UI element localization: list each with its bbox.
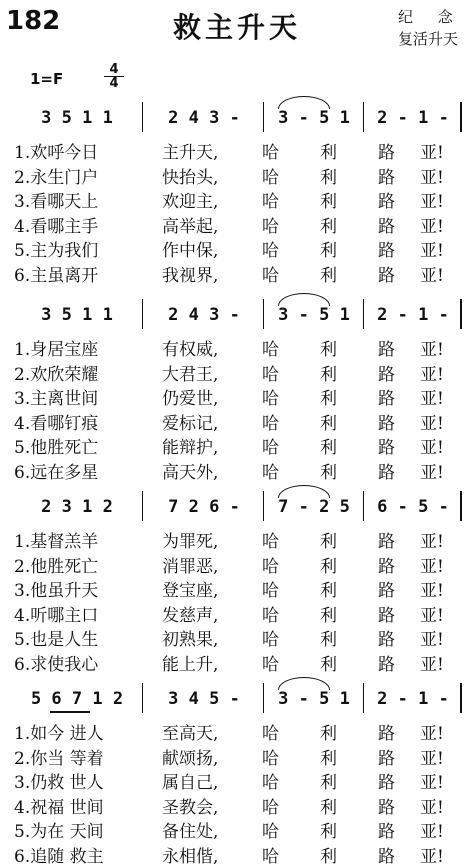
- lyric-verse-5-part-2: 作中保,: [162, 241, 219, 261]
- lyric-verse-5-part-5: 路: [378, 630, 395, 650]
- lyric-verse-1-part-3: 哈: [262, 532, 279, 552]
- lyric-verse-5-part-6: 亚!: [420, 241, 444, 261]
- hymn-title: 救主升天: [172, 11, 301, 44]
- lyric-verse-5-part-2: 备住处,: [162, 822, 219, 842]
- lyric-verse-2-part-4: 利: [320, 748, 337, 769]
- lyric-verse-2-part-4: 利: [320, 364, 337, 385]
- hymn-number: 182: [6, 6, 61, 36]
- lyric-verse-5-part-3: 哈: [262, 822, 279, 842]
- lyric-verse-3-part-6: 亚!: [420, 389, 444, 409]
- lyric-verse-4-part-1: 4.看哪主手: [14, 216, 99, 237]
- lyric-verse-3-part-2: 欢迎主,: [162, 192, 219, 212]
- lyric-verse-3-part-1: 3.看哪天上: [14, 192, 99, 212]
- measure-4: 2 - 1 -: [377, 305, 449, 325]
- lyric-verse-2-part-4: 利: [320, 167, 337, 188]
- lyric-verse-6-part-2: 高天外,: [162, 462, 219, 483]
- measure-2: 7 2 6 -: [168, 497, 240, 517]
- lyric-verse-3-part-6: 亚!: [420, 773, 444, 793]
- bar-line: [460, 299, 462, 329]
- lyric-verse-1-part-3: 哈: [262, 340, 279, 360]
- lyric-verse-3-part-5: 路: [378, 581, 395, 601]
- lyric-verse-4-part-1: 4.看哪钉痕: [14, 413, 99, 434]
- lyric-verse-1-part-4: 利: [320, 724, 337, 744]
- lyric-verse-1-part-1: 1.基督羔羊: [14, 532, 99, 552]
- lyric-verse-4-part-3: 哈: [262, 605, 279, 626]
- lyric-verse-5-part-6: 亚!: [420, 630, 444, 650]
- lyric-verse-2-part-1: 2.永生门户: [14, 167, 99, 188]
- lyric-verse-5-part-6: 亚!: [420, 822, 444, 842]
- bar-line: [363, 683, 364, 713]
- lyric-verse-5-part-4: 利: [320, 438, 337, 458]
- lyric-verse-1-part-5: 路: [378, 143, 395, 163]
- lyric-verse-1-part-3: 哈: [262, 724, 279, 744]
- lyric-verse-4-part-3: 哈: [262, 797, 279, 818]
- lyric-verse-5-part-2: 初熟果,: [162, 630, 219, 650]
- measure-3: 3 - 5 1: [278, 108, 350, 128]
- bar-line: [142, 683, 143, 713]
- lyric-verse-4-part-5: 路: [378, 413, 395, 434]
- lyric-verse-6-part-6: 亚!: [420, 654, 444, 675]
- lyric-verse-1-part-4: 利: [320, 143, 337, 163]
- bar-line: [263, 299, 264, 329]
- lyric-verse-2-part-6: 亚!: [420, 556, 444, 577]
- lyric-verse-5-part-1: 5.主为我们: [14, 241, 99, 261]
- lyric-verse-1-part-6: 亚!: [420, 532, 444, 552]
- lyric-verse-5-part-5: 路: [378, 241, 395, 261]
- bar-line: [363, 491, 364, 521]
- lyric-verse-4-part-6: 亚!: [420, 797, 444, 818]
- lyric-verse-1-part-2: 主升天,: [162, 143, 219, 163]
- lyric-verse-1-part-4: 利: [320, 532, 337, 552]
- lyric-verse-4-part-5: 路: [378, 797, 395, 818]
- lyric-verse-2-part-5: 路: [378, 167, 395, 188]
- bar-line: [263, 102, 264, 132]
- measure-3: 3 - 5 1: [278, 305, 350, 325]
- lyric-verse-3-part-3: 哈: [262, 192, 279, 212]
- lyric-verse-1-part-5: 路: [378, 532, 395, 552]
- measure-1: 3 5 1 1: [41, 108, 113, 128]
- measure-4: 2 - 1 -: [377, 689, 449, 709]
- measure-2: 2 4 3 -: [168, 108, 240, 128]
- lyric-verse-6-part-4: 利: [320, 265, 337, 286]
- lyric-verse-2-part-5: 路: [378, 748, 395, 769]
- lyric-verse-5-part-3: 哈: [262, 630, 279, 650]
- lyric-verse-3-part-2: 仍爱世,: [162, 389, 219, 409]
- lyric-verse-2-part-2: 大君王,: [162, 364, 219, 385]
- lyric-verse-2-part-2: 快抬头,: [162, 167, 219, 188]
- lyric-verse-4-part-2: 高举起,: [162, 216, 219, 237]
- lyric-verse-3-part-4: 利: [320, 773, 337, 793]
- lyric-verse-3-part-2: 登宝座,: [162, 581, 219, 601]
- lyric-verse-4-part-6: 亚!: [420, 216, 444, 237]
- measure-1: 5 6 7 1 2: [30, 689, 124, 709]
- slur-mark: [278, 96, 330, 109]
- lyric-verse-1-part-1: 1.如今 进人: [14, 724, 104, 744]
- lyric-verse-4-part-5: 路: [378, 216, 395, 237]
- lyric-verse-5-part-1: 5.为在 天间: [14, 822, 104, 842]
- lyric-verse-6-part-5: 路: [378, 462, 395, 483]
- lyric-verse-4-part-1: 4.祝福 世间: [14, 797, 104, 818]
- lyric-verse-4-part-5: 路: [378, 605, 395, 626]
- lyric-verse-6-part-6: 亚!: [420, 462, 444, 483]
- hymn-subcategory: 复活升天: [398, 30, 459, 48]
- lyric-verse-1-part-1: 1.身居宝座: [14, 340, 99, 360]
- lyric-verse-6-part-3: 哈: [262, 462, 279, 483]
- lyric-verse-3-part-5: 路: [378, 773, 395, 793]
- lyric-verse-6-part-3: 哈: [262, 846, 279, 867]
- measure-4: 6 - 5 -: [377, 497, 449, 517]
- measure-3: 7 - 2 5: [278, 497, 350, 517]
- lyric-verse-2-part-6: 亚!: [420, 167, 444, 188]
- lyric-verse-6-part-2: 永相偕,: [162, 846, 219, 867]
- lyric-verse-4-part-3: 哈: [262, 413, 279, 434]
- lyric-verse-3-part-3: 哈: [262, 389, 279, 409]
- lyric-verse-6-part-5: 路: [378, 265, 395, 286]
- lyric-verse-4-part-3: 哈: [262, 216, 279, 237]
- lyric-verse-6-part-6: 亚!: [420, 265, 444, 286]
- lyric-verse-3-part-3: 哈: [262, 581, 279, 601]
- lyric-verse-6-part-4: 利: [320, 462, 337, 483]
- lyric-verse-2-part-3: 哈: [262, 167, 279, 188]
- bar-line: [142, 299, 143, 329]
- lyric-verse-2-part-1: 2.你当 等着: [14, 748, 104, 769]
- lyric-verse-1-part-2: 至高天,: [162, 724, 219, 744]
- time-top: 4: [109, 62, 119, 77]
- bar-line: [263, 683, 264, 713]
- hymn-category: 纪 念: [398, 8, 463, 26]
- slur-mark: [278, 293, 330, 306]
- lyric-verse-2-part-2: 献颂扬,: [162, 748, 219, 769]
- lyric-verse-5-part-5: 路: [378, 438, 395, 458]
- lyric-verse-5-part-3: 哈: [262, 241, 279, 261]
- key-signature: 1=F: [30, 70, 64, 88]
- lyric-verse-3-part-6: 亚!: [420, 192, 444, 212]
- measure-2: 2 4 3 -: [168, 305, 240, 325]
- lyric-verse-5-part-1: 5.他胜死亡: [14, 438, 99, 458]
- lyric-verse-2-part-2: 消罪恶,: [162, 556, 219, 577]
- lyric-verse-4-part-4: 利: [320, 797, 337, 818]
- lyric-verse-6-part-1: 6.求使我心: [14, 654, 99, 675]
- lyric-verse-6-part-4: 利: [320, 846, 337, 867]
- lyric-verse-3-part-5: 路: [378, 192, 395, 212]
- lyric-verse-4-part-1: 4.听哪主口: [14, 605, 99, 626]
- slur-mark: [278, 485, 330, 498]
- bar-line: [263, 491, 264, 521]
- lyric-verse-5-part-5: 路: [378, 822, 395, 842]
- lyric-verse-2-part-3: 哈: [262, 556, 279, 577]
- lyric-verse-1-part-6: 亚!: [420, 724, 444, 744]
- lyric-verse-6-part-5: 路: [378, 654, 395, 675]
- measure-1: 3 5 1 1: [41, 305, 113, 325]
- lyric-verse-2-part-5: 路: [378, 364, 395, 385]
- lyric-verse-3-part-4: 利: [320, 192, 337, 212]
- lyric-verse-3-part-5: 路: [378, 389, 395, 409]
- lyric-verse-3-part-4: 利: [320, 389, 337, 409]
- bar-line: [142, 102, 143, 132]
- lyric-verse-2-part-4: 利: [320, 556, 337, 577]
- lyric-verse-1-part-2: 有权威,: [162, 340, 219, 360]
- lyric-verse-5-part-4: 利: [320, 822, 337, 842]
- lyric-verse-4-part-2: 发慈声,: [162, 605, 219, 626]
- lyric-verse-6-part-3: 哈: [262, 265, 279, 286]
- lyric-verse-1-part-5: 路: [378, 340, 395, 360]
- lyric-verse-5-part-4: 利: [320, 630, 337, 650]
- lyric-verse-1-part-2: 为罪死,: [162, 532, 219, 552]
- bar-line: [363, 102, 364, 132]
- lyric-verse-2-part-1: 2.欢欣荣耀: [14, 364, 99, 385]
- lyric-verse-5-part-4: 利: [320, 241, 337, 261]
- lyric-verse-1-part-6: 亚!: [420, 340, 444, 360]
- lyric-verse-6-part-2: 能上升,: [162, 654, 219, 675]
- lyric-verse-1-part-6: 亚!: [420, 143, 444, 163]
- lyric-verse-5-part-3: 哈: [262, 438, 279, 458]
- bar-line: [460, 491, 462, 521]
- measure-4: 2 - 1 -: [377, 108, 449, 128]
- lyric-verse-2-part-6: 亚!: [420, 748, 444, 769]
- time-bottom: 4: [104, 76, 124, 90]
- lyric-verse-5-part-1: 5.也是人生: [14, 630, 99, 650]
- lyric-verse-4-part-4: 利: [320, 413, 337, 434]
- lyric-verse-6-part-4: 利: [320, 654, 337, 675]
- lyric-verse-2-part-3: 哈: [262, 364, 279, 385]
- lyric-verse-3-part-1: 3.他虽升天: [14, 581, 99, 601]
- lyric-verse-4-part-6: 亚!: [420, 605, 444, 626]
- lyric-verse-1-part-1: 1.欢呼今日: [14, 143, 99, 163]
- lyric-verse-3-part-6: 亚!: [420, 581, 444, 601]
- bar-line: [460, 102, 462, 132]
- lyric-verse-6-part-3: 哈: [262, 654, 279, 675]
- time-signature: [104, 63, 124, 90]
- lyric-verse-2-part-3: 哈: [262, 748, 279, 769]
- measure-2: 3 4 5 -: [168, 689, 240, 709]
- measure-1: 2 3 1 2: [41, 497, 113, 517]
- lyric-verse-4-part-6: 亚!: [420, 413, 444, 434]
- lyric-verse-6-part-1: 6.主虽离开: [14, 265, 99, 286]
- lyric-verse-6-part-1: 6.追随 救主: [14, 846, 104, 867]
- bar-line: [460, 683, 462, 713]
- lyric-verse-6-part-1: 6.远在多星: [14, 462, 99, 483]
- lyric-verse-6-part-2: 我视界,: [162, 265, 219, 286]
- bar-line: [142, 491, 143, 521]
- lyric-verse-1-part-5: 路: [378, 724, 395, 744]
- lyric-verse-2-part-5: 路: [378, 556, 395, 577]
- lyric-verse-3-part-1: 3.仍救 世人: [14, 773, 104, 793]
- lyric-verse-4-part-4: 利: [320, 605, 337, 626]
- lyric-verse-1-part-3: 哈: [262, 143, 279, 163]
- lyric-verse-3-part-2: 属自己,: [162, 773, 219, 793]
- lyric-verse-1-part-4: 利: [320, 340, 337, 360]
- lyric-verse-6-part-6: 亚!: [420, 846, 444, 867]
- lyric-verse-3-part-3: 哈: [262, 773, 279, 793]
- lyric-verse-3-part-1: 3.主离世间: [14, 389, 99, 409]
- lyric-verse-2-part-1: 2.他胜死亡: [14, 556, 99, 577]
- eighth-underline: [50, 711, 90, 713]
- slur-mark: [278, 677, 330, 690]
- lyric-verse-6-part-5: 路: [378, 846, 395, 867]
- lyric-verse-4-part-2: 爱标记,: [162, 413, 219, 434]
- lyric-verse-3-part-4: 利: [320, 581, 337, 601]
- lyric-verse-5-part-2: 能辩护,: [162, 438, 219, 458]
- lyric-verse-5-part-6: 亚!: [420, 438, 444, 458]
- lyric-verse-4-part-2: 圣教会,: [162, 797, 219, 818]
- lyric-verse-2-part-6: 亚!: [420, 364, 444, 385]
- bar-line: [363, 299, 364, 329]
- measure-3: 3 - 5 1: [278, 689, 350, 709]
- lyric-verse-4-part-4: 利: [320, 216, 337, 237]
